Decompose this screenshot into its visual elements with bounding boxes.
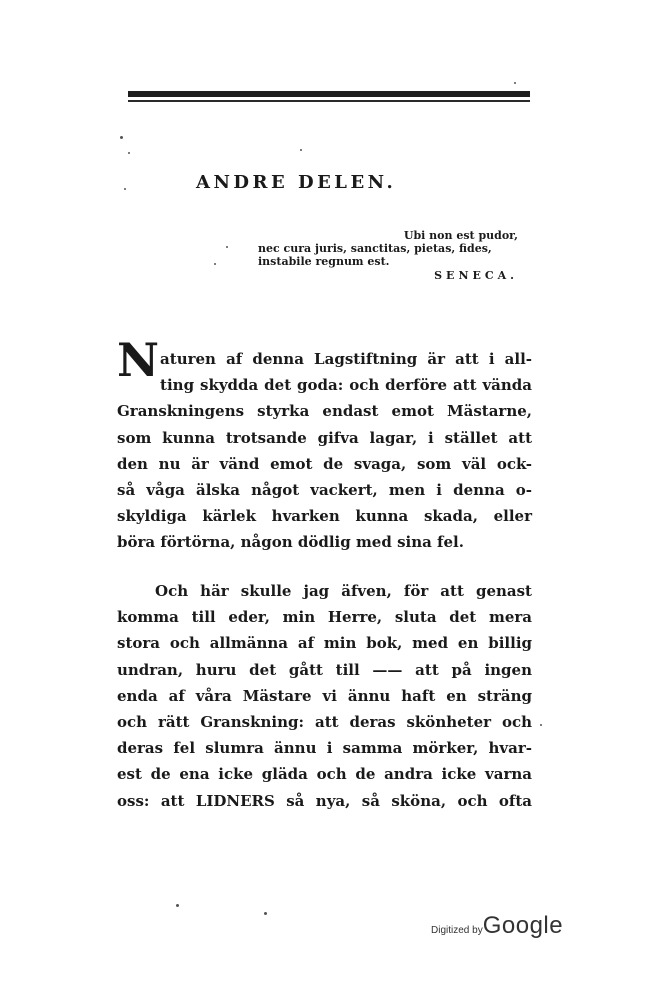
text-line: undran, huru det gått till —— att på ingen bbox=[117, 660, 532, 679]
scan-speck bbox=[214, 263, 216, 265]
motto-attribution: SENECA. bbox=[434, 269, 518, 282]
header-rule-thick bbox=[128, 91, 530, 97]
paragraph-1 bbox=[117, 333, 532, 556]
text-line: aturen af denna Lagstiftning är att i all- bbox=[160, 350, 532, 368]
page-title: ANDRE DELEN. bbox=[196, 172, 397, 193]
text-line: stora och allmänna af min bok, med en billig bbox=[117, 634, 532, 653]
digitized-by-google-watermark bbox=[431, 912, 563, 940]
text-line: komma till eder, min Herre, sluta det mera bbox=[117, 608, 532, 627]
text-line: som kunna trotsande gifva lagar, i stället att bbox=[117, 428, 532, 447]
text-line: Och här skulle jag äfven, för att genast bbox=[155, 582, 532, 600]
google-logo: Google bbox=[482, 912, 564, 939]
drop-cap: N bbox=[117, 333, 160, 387]
digitized-label: Digitized by bbox=[431, 925, 483, 936]
scan-speck bbox=[300, 149, 302, 151]
text-line: så våga älska något vackert, men i denna o- bbox=[117, 480, 532, 499]
header-rule-thin bbox=[128, 100, 530, 102]
motto-line-3: instabile regnum est. bbox=[258, 255, 390, 268]
scan-speck bbox=[120, 136, 123, 139]
text-line: ting skydda det goda: och derföre att vända bbox=[160, 376, 532, 395]
text-line: deras fel slumra ännu i samma mörker, hvar- bbox=[117, 739, 532, 758]
text-line: enda af våra Mästare vi ännu haft en sträng bbox=[117, 686, 532, 705]
text-line: den nu är vänd emot de svaga, som väl ock- bbox=[117, 454, 532, 473]
text-line: est de ena icke gläda och de andra icke varna bbox=[117, 765, 532, 784]
motto-line-1: Ubi non est pudor, bbox=[403, 229, 518, 242]
paragraph-2 bbox=[117, 578, 532, 814]
scan-speck bbox=[176, 904, 179, 907]
scan-speck bbox=[128, 152, 130, 154]
scan-speck bbox=[264, 912, 267, 915]
motto-line-2: nec cura juris, sanctitas, pietas, fides, bbox=[258, 242, 492, 255]
text-line: oss: att LIDNERS så nya, så sköna, och ofta bbox=[117, 791, 532, 810]
text-line: Granskningens styrka endast emot Mästarne, bbox=[117, 402, 532, 421]
text-line: och rätt Granskning: att deras skönheter och bbox=[117, 712, 532, 731]
scan-speck bbox=[226, 246, 228, 248]
text-line: skyldiga kärlek hvarken kunna skada, eller bbox=[117, 507, 532, 526]
scan-speck bbox=[124, 188, 126, 190]
scan-speck bbox=[540, 724, 542, 726]
scan-speck bbox=[514, 82, 516, 84]
motto-block bbox=[258, 229, 518, 282]
text-line: böra förtörna, någon dödlig med sina fel. bbox=[117, 533, 464, 552]
